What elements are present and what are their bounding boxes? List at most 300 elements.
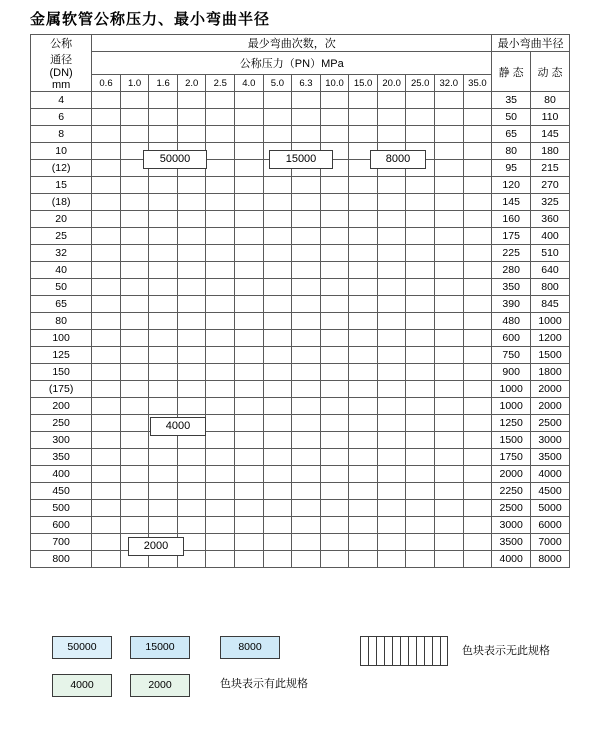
cell-available xyxy=(206,194,235,211)
cell-unavailable xyxy=(434,449,463,466)
cell-available xyxy=(377,194,406,211)
cell-unavailable xyxy=(377,262,406,279)
cell-unavailable xyxy=(292,364,321,381)
cell-available xyxy=(377,177,406,194)
cell-unavailable xyxy=(377,449,406,466)
cell-available xyxy=(149,92,178,109)
cell-unavailable xyxy=(434,279,463,296)
cell-unavailable xyxy=(406,449,435,466)
cell-available xyxy=(120,279,149,296)
cell-available xyxy=(320,245,349,262)
pressure-col-header: 1.6 xyxy=(149,75,178,92)
static-header: 静 态 xyxy=(492,52,531,92)
cell-available xyxy=(149,296,178,313)
cell-available xyxy=(92,534,121,551)
dn-value: 125 xyxy=(31,347,92,364)
cell-unavailable xyxy=(434,245,463,262)
table-head xyxy=(31,35,570,92)
static-radius: 50 xyxy=(492,109,531,126)
dn-value: (12) xyxy=(31,160,92,177)
cell-unavailable xyxy=(349,313,378,330)
table-row xyxy=(31,177,570,194)
cell-unavailable xyxy=(434,194,463,211)
cell-available xyxy=(206,296,235,313)
cell-unavailable xyxy=(434,364,463,381)
cell-available xyxy=(263,177,292,194)
cell-available xyxy=(235,160,264,177)
cell-unavailable xyxy=(349,398,378,415)
cell-available xyxy=(177,364,206,381)
cell-unavailable xyxy=(263,483,292,500)
table-row xyxy=(31,228,570,245)
cell-available xyxy=(235,194,264,211)
dynamic-radius: 2500 xyxy=(531,415,570,432)
cell-available xyxy=(263,211,292,228)
cell-unavailable xyxy=(377,381,406,398)
cell-unavailable xyxy=(320,449,349,466)
dn-value: 20 xyxy=(31,211,92,228)
static-radius: 35 xyxy=(492,92,531,109)
dn-value: 6 xyxy=(31,109,92,126)
cell-available xyxy=(206,262,235,279)
pressure-col-header: 5.0 xyxy=(263,75,292,92)
cell-available xyxy=(349,211,378,228)
cell-unavailable xyxy=(377,398,406,415)
static-radius: 120 xyxy=(492,177,531,194)
min-radius-header: 最小弯曲半径 xyxy=(492,35,570,52)
overlay-value: 50000 xyxy=(143,150,207,169)
cell-available xyxy=(292,194,321,211)
cell-available xyxy=(120,313,149,330)
pressure-col-header: 32.0 xyxy=(434,75,463,92)
legend-item-8000: 8000 xyxy=(220,636,280,659)
cell-unavailable xyxy=(463,415,492,432)
cell-available xyxy=(235,364,264,381)
dynamic-radius: 325 xyxy=(531,194,570,211)
static-radius: 175 xyxy=(492,228,531,245)
cell-unavailable xyxy=(349,330,378,347)
cell-unavailable xyxy=(434,313,463,330)
cell-unavailable xyxy=(263,364,292,381)
cell-available xyxy=(377,211,406,228)
cell-unavailable xyxy=(320,313,349,330)
dynamic-radius: 2000 xyxy=(531,398,570,415)
cell-unavailable xyxy=(434,517,463,534)
cell-unavailable xyxy=(406,500,435,517)
cell-unavailable xyxy=(263,449,292,466)
table-row xyxy=(31,500,570,517)
cell-unavailable xyxy=(434,177,463,194)
cell-unavailable xyxy=(349,279,378,296)
cell-available xyxy=(377,126,406,143)
cell-unavailable xyxy=(263,330,292,347)
dn-value: 15 xyxy=(31,177,92,194)
cell-available xyxy=(235,143,264,160)
table-row xyxy=(31,211,570,228)
cell-unavailable xyxy=(434,551,463,568)
pressure-col-header: 15.0 xyxy=(349,75,378,92)
cell-available xyxy=(177,211,206,228)
cell-available xyxy=(120,517,149,534)
cell-available xyxy=(149,347,178,364)
static-radius: 600 xyxy=(492,330,531,347)
cell-available xyxy=(149,398,178,415)
cell-unavailable xyxy=(434,500,463,517)
cell-unavailable xyxy=(292,500,321,517)
cell-available xyxy=(92,313,121,330)
spec-table xyxy=(30,34,570,568)
dn-value: 450 xyxy=(31,483,92,500)
cell-unavailable xyxy=(463,92,492,109)
cell-available xyxy=(235,92,264,109)
static-radius: 2250 xyxy=(492,483,531,500)
cell-available xyxy=(92,160,121,177)
cell-unavailable xyxy=(434,466,463,483)
cell-unavailable xyxy=(406,432,435,449)
cell-unavailable xyxy=(463,126,492,143)
cell-available xyxy=(235,245,264,262)
cell-unavailable xyxy=(377,517,406,534)
cell-available xyxy=(235,126,264,143)
cell-available xyxy=(206,364,235,381)
cell-available xyxy=(206,398,235,415)
cell-unavailable xyxy=(463,177,492,194)
cell-unavailable xyxy=(292,517,321,534)
dn-value: 400 xyxy=(31,466,92,483)
cell-unavailable xyxy=(349,500,378,517)
dn-value: 200 xyxy=(31,398,92,415)
cell-available xyxy=(292,177,321,194)
cell-unavailable xyxy=(263,432,292,449)
cell-unavailable xyxy=(349,466,378,483)
dynamic-radius: 800 xyxy=(531,279,570,296)
cell-unavailable xyxy=(377,279,406,296)
cell-available xyxy=(177,483,206,500)
cell-available xyxy=(177,92,206,109)
cell-unavailable xyxy=(206,551,235,568)
dynamic-radius: 80 xyxy=(531,92,570,109)
color-note: 色块表示有此规格 xyxy=(220,678,308,690)
cell-available xyxy=(206,228,235,245)
cell-available xyxy=(349,109,378,126)
cell-available xyxy=(320,92,349,109)
cell-unavailable xyxy=(463,500,492,517)
cell-unavailable xyxy=(263,415,292,432)
static-radius: 280 xyxy=(492,262,531,279)
dynamic-radius: 845 xyxy=(531,296,570,313)
cell-unavailable xyxy=(263,534,292,551)
cell-available xyxy=(177,347,206,364)
cell-available xyxy=(149,177,178,194)
cell-unavailable xyxy=(320,347,349,364)
cell-unavailable xyxy=(463,330,492,347)
cell-unavailable xyxy=(263,347,292,364)
cell-available xyxy=(120,211,149,228)
cell-unavailable xyxy=(406,245,435,262)
table-row xyxy=(31,398,570,415)
cell-available xyxy=(292,92,321,109)
cell-available xyxy=(92,109,121,126)
table-row xyxy=(31,381,570,398)
dynamic-radius: 8000 xyxy=(531,551,570,568)
cell-available xyxy=(92,551,121,568)
static-radius: 480 xyxy=(492,313,531,330)
cell-unavailable xyxy=(463,143,492,160)
cell-available xyxy=(206,177,235,194)
cell-available xyxy=(92,296,121,313)
dynamic-radius: 4000 xyxy=(531,466,570,483)
cell-available xyxy=(206,500,235,517)
cell-unavailable xyxy=(235,415,264,432)
cell-unavailable xyxy=(463,517,492,534)
cell-unavailable xyxy=(206,534,235,551)
empty-swatch xyxy=(360,636,448,666)
cell-available xyxy=(149,483,178,500)
legend xyxy=(30,636,570,696)
cell-available xyxy=(92,92,121,109)
cell-available xyxy=(235,262,264,279)
cell-unavailable xyxy=(434,296,463,313)
cell-available xyxy=(235,211,264,228)
cell-unavailable xyxy=(263,381,292,398)
cell-unavailable xyxy=(434,347,463,364)
bend-count-header: 最少弯曲次数，次 xyxy=(92,35,492,52)
cell-available xyxy=(320,228,349,245)
cell-unavailable xyxy=(235,483,264,500)
cell-available xyxy=(406,177,435,194)
cell-unavailable xyxy=(406,194,435,211)
cell-available xyxy=(120,483,149,500)
cell-available xyxy=(206,92,235,109)
cell-unavailable xyxy=(406,551,435,568)
cell-available xyxy=(177,398,206,415)
cell-available xyxy=(320,211,349,228)
cell-available xyxy=(263,296,292,313)
cell-available xyxy=(120,262,149,279)
dynamic-radius: 400 xyxy=(531,228,570,245)
cell-available xyxy=(177,500,206,517)
cell-available xyxy=(206,330,235,347)
cell-available xyxy=(320,262,349,279)
cell-available xyxy=(149,330,178,347)
table-row xyxy=(31,517,570,534)
cell-unavailable xyxy=(463,313,492,330)
static-radius: 1500 xyxy=(492,432,531,449)
cell-unavailable xyxy=(320,364,349,381)
table-row xyxy=(31,551,570,568)
cell-available xyxy=(120,194,149,211)
cell-available xyxy=(120,330,149,347)
cell-unavailable xyxy=(235,432,264,449)
cell-unavailable xyxy=(320,517,349,534)
static-radius: 350 xyxy=(492,279,531,296)
cell-available xyxy=(235,313,264,330)
cell-unavailable xyxy=(292,551,321,568)
table-row xyxy=(31,347,570,364)
cell-available xyxy=(177,126,206,143)
dynamic-radius: 215 xyxy=(531,160,570,177)
dynamic-radius: 6000 xyxy=(531,517,570,534)
cell-unavailable xyxy=(406,398,435,415)
cell-available xyxy=(177,517,206,534)
cell-unavailable xyxy=(463,296,492,313)
dynamic-header: 动 态 xyxy=(531,52,570,92)
cell-available xyxy=(149,313,178,330)
cell-unavailable xyxy=(292,534,321,551)
overlay-value: 2000 xyxy=(128,537,184,556)
cell-available xyxy=(149,211,178,228)
cell-available xyxy=(177,279,206,296)
cell-available xyxy=(149,449,178,466)
pressure-col-header: 4.0 xyxy=(235,75,264,92)
dn-value: 8 xyxy=(31,126,92,143)
dn-value: 250 xyxy=(31,415,92,432)
cell-available xyxy=(92,177,121,194)
table-row xyxy=(31,262,570,279)
cell-available xyxy=(263,279,292,296)
cell-unavailable xyxy=(292,466,321,483)
cell-available xyxy=(92,483,121,500)
cell-available xyxy=(206,279,235,296)
static-radius: 1750 xyxy=(492,449,531,466)
table-row xyxy=(31,534,570,551)
dn-header xyxy=(31,35,92,92)
cell-unavailable xyxy=(349,517,378,534)
cell-unavailable xyxy=(463,551,492,568)
cell-available xyxy=(206,143,235,160)
dn-value: 700 xyxy=(31,534,92,551)
cell-unavailable xyxy=(320,296,349,313)
dn-value: 50 xyxy=(31,279,92,296)
cell-available xyxy=(349,126,378,143)
cell-available xyxy=(235,109,264,126)
cell-available xyxy=(92,347,121,364)
cell-available xyxy=(263,92,292,109)
cell-unavailable xyxy=(463,194,492,211)
cell-unavailable xyxy=(434,160,463,177)
cell-unavailable xyxy=(349,449,378,466)
cell-available xyxy=(349,194,378,211)
cell-available xyxy=(320,109,349,126)
cell-unavailable xyxy=(377,466,406,483)
static-radius: 1250 xyxy=(492,415,531,432)
cell-unavailable xyxy=(292,415,321,432)
cell-available xyxy=(292,211,321,228)
pressure-col-header: 2.5 xyxy=(206,75,235,92)
pressure-header: 公称压力（PN）MPa xyxy=(92,52,492,75)
table-row xyxy=(31,126,570,143)
dynamic-radius: 5000 xyxy=(531,500,570,517)
cell-unavailable xyxy=(349,245,378,262)
cell-available xyxy=(377,109,406,126)
cell-unavailable xyxy=(463,347,492,364)
cell-unavailable xyxy=(320,415,349,432)
cell-unavailable xyxy=(406,415,435,432)
cell-unavailable xyxy=(349,262,378,279)
dynamic-radius: 4500 xyxy=(531,483,570,500)
table-row xyxy=(31,296,570,313)
cell-unavailable xyxy=(377,296,406,313)
dynamic-radius: 180 xyxy=(531,143,570,160)
dynamic-radius: 640 xyxy=(531,262,570,279)
cell-unavailable xyxy=(377,364,406,381)
cell-available xyxy=(263,228,292,245)
cell-unavailable xyxy=(406,211,435,228)
pressure-col-header: 25.0 xyxy=(406,75,435,92)
cell-unavailable xyxy=(463,466,492,483)
cell-available xyxy=(406,92,435,109)
cell-unavailable xyxy=(320,534,349,551)
cell-unavailable xyxy=(406,347,435,364)
dn-value: 25 xyxy=(31,228,92,245)
cell-unavailable xyxy=(463,449,492,466)
pressure-col-header: 6.3 xyxy=(292,75,321,92)
dn-value: (18) xyxy=(31,194,92,211)
cell-available xyxy=(149,262,178,279)
cell-available xyxy=(92,262,121,279)
cell-unavailable xyxy=(406,313,435,330)
cell-available xyxy=(120,177,149,194)
cell-unavailable xyxy=(406,466,435,483)
cell-available xyxy=(120,432,149,449)
cell-available xyxy=(120,381,149,398)
dynamic-radius: 3500 xyxy=(531,449,570,466)
cell-unavailable xyxy=(434,109,463,126)
static-radius: 2000 xyxy=(492,466,531,483)
cell-unavailable xyxy=(263,500,292,517)
cell-available xyxy=(320,194,349,211)
cell-available xyxy=(92,415,121,432)
cell-available xyxy=(120,398,149,415)
cell-unavailable xyxy=(463,279,492,296)
cell-unavailable xyxy=(349,551,378,568)
cell-available xyxy=(149,500,178,517)
cell-available xyxy=(92,126,121,143)
cell-unavailable xyxy=(235,500,264,517)
cell-unavailable xyxy=(463,211,492,228)
dn-value: 100 xyxy=(31,330,92,347)
cell-available xyxy=(177,194,206,211)
cell-unavailable xyxy=(434,483,463,500)
dn-value: 800 xyxy=(31,551,92,568)
cell-unavailable xyxy=(235,398,264,415)
cell-available xyxy=(120,245,149,262)
cell-available xyxy=(120,415,149,432)
cell-unavailable xyxy=(292,449,321,466)
cell-unavailable xyxy=(434,92,463,109)
cell-unavailable xyxy=(235,466,264,483)
cell-available xyxy=(92,194,121,211)
cell-available xyxy=(206,126,235,143)
cell-available xyxy=(206,415,235,432)
table-row xyxy=(31,449,570,466)
static-radius: 3500 xyxy=(492,534,531,551)
cell-unavailable xyxy=(377,483,406,500)
cell-unavailable xyxy=(349,432,378,449)
cell-available xyxy=(177,262,206,279)
cell-available xyxy=(149,109,178,126)
legend-item-15000: 15000 xyxy=(130,636,190,659)
cell-available xyxy=(177,466,206,483)
cell-available xyxy=(349,228,378,245)
cell-unavailable xyxy=(235,449,264,466)
dn-value: 300 xyxy=(31,432,92,449)
cell-unavailable xyxy=(349,534,378,551)
static-radius: 160 xyxy=(492,211,531,228)
cell-available xyxy=(177,330,206,347)
legend-item-50000: 50000 xyxy=(52,636,112,659)
table-row xyxy=(31,330,570,347)
